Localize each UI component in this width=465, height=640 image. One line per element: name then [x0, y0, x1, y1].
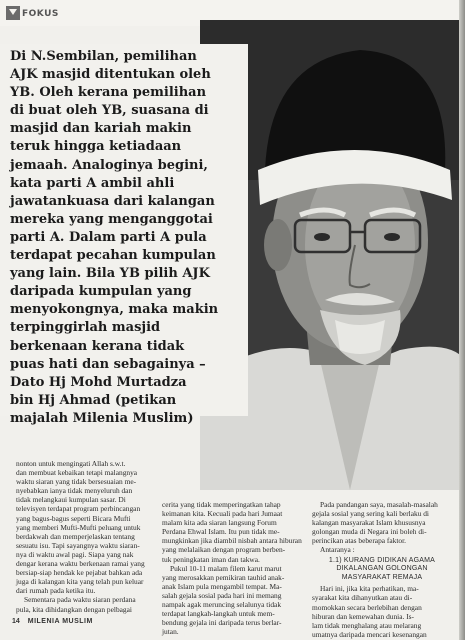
quote-line: jemaah. Analoginya begini,: [10, 157, 208, 173]
quote-line: bin Hj Ahmad (petikan: [10, 392, 177, 408]
body-line: Hari ini, jika kita perhatikan, ma-: [320, 584, 419, 594]
body-line: tidak melangkaui kumpulan sasar. Di: [16, 495, 126, 505]
quote-line: terdapat pecahan kumpulan: [10, 248, 216, 264]
body-line: sesuatu isu. Tapi sayangnya waktu siaran-: [16, 540, 140, 550]
quote-line: Di N.Sembilan, pemilihan: [10, 49, 197, 64]
quote-line: Dato Hj Mohd Murtadza: [10, 374, 187, 390]
body-line: juga di kalangan kita yang telah pun keluar: [16, 577, 144, 587]
body-line: umatnya daripada mencari kesenangan: [312, 629, 427, 639]
body-line: malam kita ada siaran langsung Forum: [162, 518, 277, 528]
quote-line: berkenaan kerana tidak: [10, 338, 185, 354]
body-line: yang memberi Mufti-Mufti peluang untuk: [16, 522, 141, 532]
body-line: yang merosakkan pemikiran tauhid anak-: [162, 572, 285, 582]
body-line: berdakwah dan memperjelaskan tentang: [16, 531, 135, 541]
subheading-line: MASYARAKAT REMAJA: [341, 573, 423, 581]
body-line: yang bagus-bagus seperti Bicara Mufti: [16, 513, 131, 523]
subheading: [312, 557, 452, 583]
body-line: Sementara pada waktu siaran perdana: [24, 595, 136, 605]
quote-line: menyokongnya, maka makin: [10, 302, 219, 318]
body-line: dan membuat kebaikan tetapi malangnya: [16, 468, 138, 478]
body-line: momokkan secara berlebihan dengan: [312, 602, 422, 612]
body-line: keimanan kita. Kecuali pada hari Jumaat: [162, 509, 283, 519]
quote-line: terpinggirlah masjid: [10, 320, 161, 336]
page-footer: [12, 618, 93, 625]
body-line: nya di waktu awal pagi. Siapa yang nak: [16, 549, 134, 559]
body-line: terdapat langkah-langkah untuk mem-: [162, 609, 275, 619]
magazine-logo-icon: [6, 6, 20, 20]
body-line: golongan muda di Negara ini boleh di-: [312, 527, 427, 537]
quote-line: AJK masjid ditentukan oleh: [10, 67, 211, 83]
body-line: lam tidak menghalang atau melarang: [312, 620, 422, 630]
section-label: FOKUS: [22, 9, 59, 19]
body-line: jutan.: [162, 627, 179, 637]
subheading-line: DIKALANGAN GOLONGAN: [336, 565, 428, 573]
body-line: nampak agak meruncing selalunya tidak: [162, 600, 282, 610]
body-line: yang melalaikan dengan program berben-: [162, 545, 286, 555]
body-line: televisyen terdapat program perbincangan: [16, 504, 141, 514]
body-line: salah gejala sosial pada hari ini memang: [162, 590, 282, 600]
quote-line: puas hati dan sebagainya –: [10, 356, 206, 372]
body-line: dari rumah pada ketika itu.: [16, 586, 96, 596]
body-line: bendung gejala ini daripada terus berlar-: [162, 618, 282, 628]
body-line: nyebabkan ianya tidak menyeluruh dan: [16, 486, 133, 496]
page-number: 14: [12, 618, 20, 625]
article-column-2: [162, 500, 302, 636]
body-line: perincikan atas beberapa faktor.: [312, 536, 406, 546]
body-line: syarakat kita dihanyutkan atau di-: [312, 593, 413, 603]
quote-line: masjid dan kariah makin: [10, 121, 192, 137]
body-line: nonton untuk mengingati Allah s.w.t.: [16, 459, 126, 468]
body-line: hiburan dan kemewahan dunia. Is-: [312, 611, 414, 621]
quote-line: di buat oleh YB, suasana di: [10, 103, 209, 119]
body-line: Antaranya :: [320, 545, 355, 555]
body-line: Pada pandangan saya, masalah-masalah: [320, 500, 438, 509]
subheading-line: 1.1) KURANG DIDIKAN AGAMA: [328, 556, 436, 564]
body-line: bersiap-siap hendak ke pejabat bahkan ada: [16, 568, 143, 578]
body-line: tuk peningkatan iman dan takwa.: [162, 554, 260, 564]
quote-line: daripada kumpulan yang: [10, 284, 192, 300]
body-line: Perdana Ehwal Islam. Itu pun tidak me-: [162, 527, 280, 537]
quote-line: parti A. Dalam parti A pula: [10, 229, 207, 245]
body-line: mungkinkan jika diambil nisbah antara hiburan: [162, 536, 302, 546]
body-line: gejala sosial yang sering kali berlaku di: [312, 509, 429, 519]
article-column-1: [16, 459, 149, 614]
body-line: anak Islam pula mengambil tempat. Ma-: [162, 581, 282, 591]
quote-line: jawatankuasa dari kalangan: [10, 193, 215, 209]
body-line: waktu siaran yang tidak bersesuaian me-: [16, 477, 137, 487]
body-line: cerita yang tidak memperingatkan tahap: [162, 500, 281, 509]
quote-line: mereka yang menganggotai: [10, 211, 213, 227]
magazine-name: MILENIA MUSLIM: [27, 618, 93, 625]
quote-line: YB. Oleh kerana pemilihan: [10, 85, 207, 101]
quote-line: yang lain. Bila YB pilih AJK: [10, 266, 210, 282]
quote-line: majalah Milenia Muslim): [10, 410, 194, 426]
body-line: pula, kita dihidangkan dengan pelbagai: [16, 604, 132, 614]
page-edge: [459, 0, 465, 640]
quote-line: kata parti A ambil ahli: [10, 175, 175, 191]
pull-quote: [10, 48, 268, 428]
article-column-3: [312, 500, 452, 639]
body-line: dengar kerana waktu berkenaan ramai yang: [16, 559, 145, 569]
body-line: Pukul 10-11 malam filem karut marut: [170, 563, 282, 573]
body-line: kalangan masyarakat Islam khususnya: [312, 518, 426, 528]
quote-line: teruk hingga ketiadaan: [10, 139, 182, 155]
